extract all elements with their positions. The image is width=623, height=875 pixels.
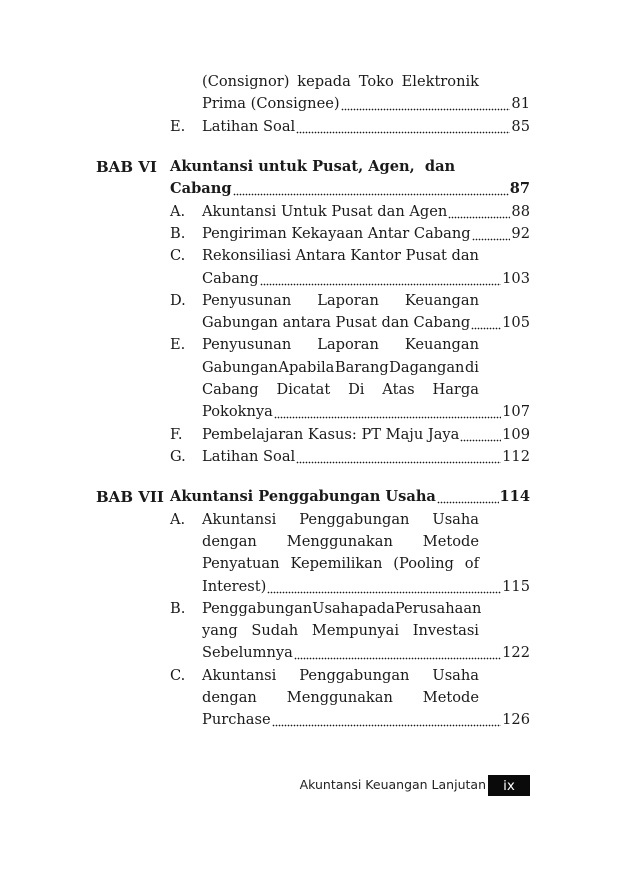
toc-line-justified <box>202 377 479 399</box>
chapter-label: BAB VII <box>96 488 164 506</box>
dot-leader <box>233 180 509 198</box>
toc-word: Investasi <box>412 622 479 639</box>
toc-entry-text: Latihan Soal <box>202 448 296 465</box>
chapter-label: BAB VI <box>96 158 157 176</box>
toc-page-number: 112 <box>502 448 530 465</box>
toc-entry-line[interactable] <box>202 91 530 113</box>
toc-item-letter: D. <box>170 292 186 309</box>
toc-word: of <box>464 555 479 572</box>
toc-page-number: 122 <box>502 644 530 661</box>
toc-line-justified <box>202 618 479 640</box>
toc-page-number: 105 <box>502 314 530 331</box>
toc-line-justified <box>202 596 482 618</box>
toc-page-number: 115 <box>502 578 530 595</box>
toc-entry-text: Sebelumnya <box>202 644 293 661</box>
toc-word: Penggabungan <box>299 667 410 684</box>
chapter-title[interactable]: Akuntansi untuk Pusat, Agen, dan <box>170 158 456 175</box>
toc-entry-text: Cabang <box>202 270 259 287</box>
dot-leader <box>472 225 511 243</box>
toc-item-letter: G. <box>170 448 186 465</box>
toc-line-justified <box>202 663 479 685</box>
toc-page-number: 81 <box>511 95 530 112</box>
toc-item-letter: B. <box>170 600 186 617</box>
toc-entry-text: Pokoknya <box>202 403 273 420</box>
toc-word: Keuangan <box>404 292 479 309</box>
toc-word: Toko <box>358 73 394 90</box>
toc-item-letter: A. <box>170 511 186 528</box>
toc-item-letter: E. <box>170 118 186 135</box>
toc-entry-text: Gabungan antara Pusat dan Cabang <box>202 314 471 331</box>
toc-word: Perusahaan <box>394 600 482 617</box>
toc-entry-line[interactable] <box>202 399 530 421</box>
toc-line-justified <box>202 507 479 529</box>
toc-word: Usaha <box>312 600 359 617</box>
toc-word: Harga <box>432 381 479 398</box>
toc-entry-line[interactable] <box>202 114 530 136</box>
toc-word: Akuntansi <box>202 667 277 684</box>
dot-leader <box>296 448 501 466</box>
toc-word: yang <box>202 622 238 639</box>
toc-entry-text: Pengiriman Kekayaan Antar Cabang <box>202 225 471 242</box>
toc-word: Antara <box>295 247 346 264</box>
toc-word: di <box>464 359 479 376</box>
toc-word: Usaha <box>432 511 479 528</box>
toc-word: Penyusunan <box>202 292 292 309</box>
toc-word: Apabila <box>278 359 335 376</box>
toc-word: (Consignor) <box>202 73 290 90</box>
toc-entry-text: Pembelajaran Kasus: PT Maju Jaya <box>202 426 460 443</box>
toc-line-justified <box>202 685 479 707</box>
toc-word: (Pooling <box>393 555 454 572</box>
toc-item-letter: E. <box>170 336 186 353</box>
toc-word: Laporan <box>317 336 379 353</box>
toc-word: Penyusunan <box>202 336 292 353</box>
toc-page-number: 103 <box>502 270 530 287</box>
toc-page-number: 87 <box>509 180 530 197</box>
toc-entry-line[interactable] <box>202 444 530 466</box>
toc-entry-text: Interest) <box>202 578 267 595</box>
toc-word: Penyatuan <box>202 555 280 572</box>
toc-page-number: 85 <box>511 118 530 135</box>
toc-item-letter: C. <box>170 247 186 264</box>
toc-line-justified <box>202 529 479 551</box>
footer-book-title: Akuntansi Keuangan Lanjutan <box>299 777 486 792</box>
toc-page-number: 107 <box>502 403 530 420</box>
toc-entry-text: Purchase <box>202 711 271 728</box>
dot-leader <box>460 426 501 444</box>
toc-word: Gabungan <box>202 359 278 376</box>
toc-word: Menggunakan <box>286 533 393 550</box>
toc-word: Akuntansi <box>202 511 277 528</box>
footer-page-number: ix <box>488 775 530 796</box>
toc-word: Dagangan <box>389 359 465 376</box>
toc-line-justified <box>202 332 479 354</box>
chapter-title-cont: Cabang <box>170 180 232 197</box>
toc-word: Pusat <box>405 247 447 264</box>
toc-word: Atas <box>382 381 415 398</box>
toc-word: Usaha <box>432 667 479 684</box>
toc-word: Cabang <box>202 381 259 398</box>
toc-word: Mempunyai <box>311 622 400 639</box>
toc-line-justified <box>202 243 479 265</box>
toc-page-number: 92 <box>511 225 530 242</box>
toc-word: dan <box>451 247 479 264</box>
toc-entry-text: Akuntansi Untuk Pusat dan Agen <box>202 203 448 220</box>
toc-word: dengan <box>202 533 257 550</box>
toc-page-number: 126 <box>502 711 530 728</box>
toc-page-number: 88 <box>511 203 530 220</box>
toc-page-number: 109 <box>502 426 530 443</box>
toc-entry-line[interactable] <box>202 574 530 596</box>
dot-leader <box>471 314 501 332</box>
toc-entry-line[interactable] <box>202 422 530 444</box>
dot-leader <box>272 711 502 729</box>
toc-entry-line[interactable] <box>202 640 530 662</box>
toc-word: pada <box>358 600 395 617</box>
toc-word: Sudah <box>251 622 299 639</box>
toc-entry-text: Prima (Consignee) <box>202 95 340 112</box>
dot-leader <box>260 270 501 288</box>
toc-word: Metode <box>422 533 479 550</box>
toc-word: Rekonsiliasi <box>202 247 292 264</box>
toc-entry-line[interactable] <box>202 266 530 288</box>
toc-item-letter: F. <box>170 426 183 443</box>
toc-word: dengan <box>202 689 257 706</box>
toc-entry-text: Latihan Soal <box>202 118 296 135</box>
toc-line-justified <box>202 69 479 91</box>
toc-entry-line[interactable] <box>202 310 530 332</box>
dot-leader <box>448 203 510 221</box>
toc-line-justified <box>202 288 479 310</box>
dot-leader <box>437 488 499 506</box>
toc-word: Metode <box>422 689 479 706</box>
toc-word: Penggabungan <box>202 600 313 617</box>
toc-page-number: 114 <box>499 488 530 505</box>
toc-word: Dicatat <box>276 381 331 398</box>
toc-word: Menggunakan <box>286 689 393 706</box>
dot-leader <box>274 403 501 421</box>
toc-word: Penggabungan <box>299 511 410 528</box>
toc-line-justified <box>202 355 479 377</box>
toc-item-letter: B. <box>170 225 186 242</box>
toc-word: Di <box>348 381 365 398</box>
toc-word: Elektronik <box>401 73 479 90</box>
toc-item-letter: C. <box>170 667 186 684</box>
toc-entry-line[interactable] <box>202 221 530 243</box>
toc-word: Barang <box>334 359 389 376</box>
toc-word: Keuangan <box>404 336 479 353</box>
dot-leader <box>294 644 501 662</box>
toc-word: Kepemilikan <box>290 555 383 572</box>
toc-word: Kantor <box>350 247 402 264</box>
dot-leader <box>296 118 510 136</box>
dot-leader <box>267 578 501 596</box>
toc-word: Laporan <box>317 292 379 309</box>
toc-word: kepada <box>297 73 351 90</box>
dot-leader <box>341 95 511 113</box>
toc-line-justified <box>202 551 479 573</box>
chapter-entry-line[interactable] <box>170 484 530 506</box>
toc-entry-line[interactable] <box>202 199 530 221</box>
toc-item-letter: A. <box>170 203 186 220</box>
toc-entry-line[interactable] <box>202 707 530 729</box>
chapter-title: Akuntansi Penggabungan Usaha <box>170 488 436 505</box>
chapter-entry-line[interactable] <box>170 176 530 198</box>
